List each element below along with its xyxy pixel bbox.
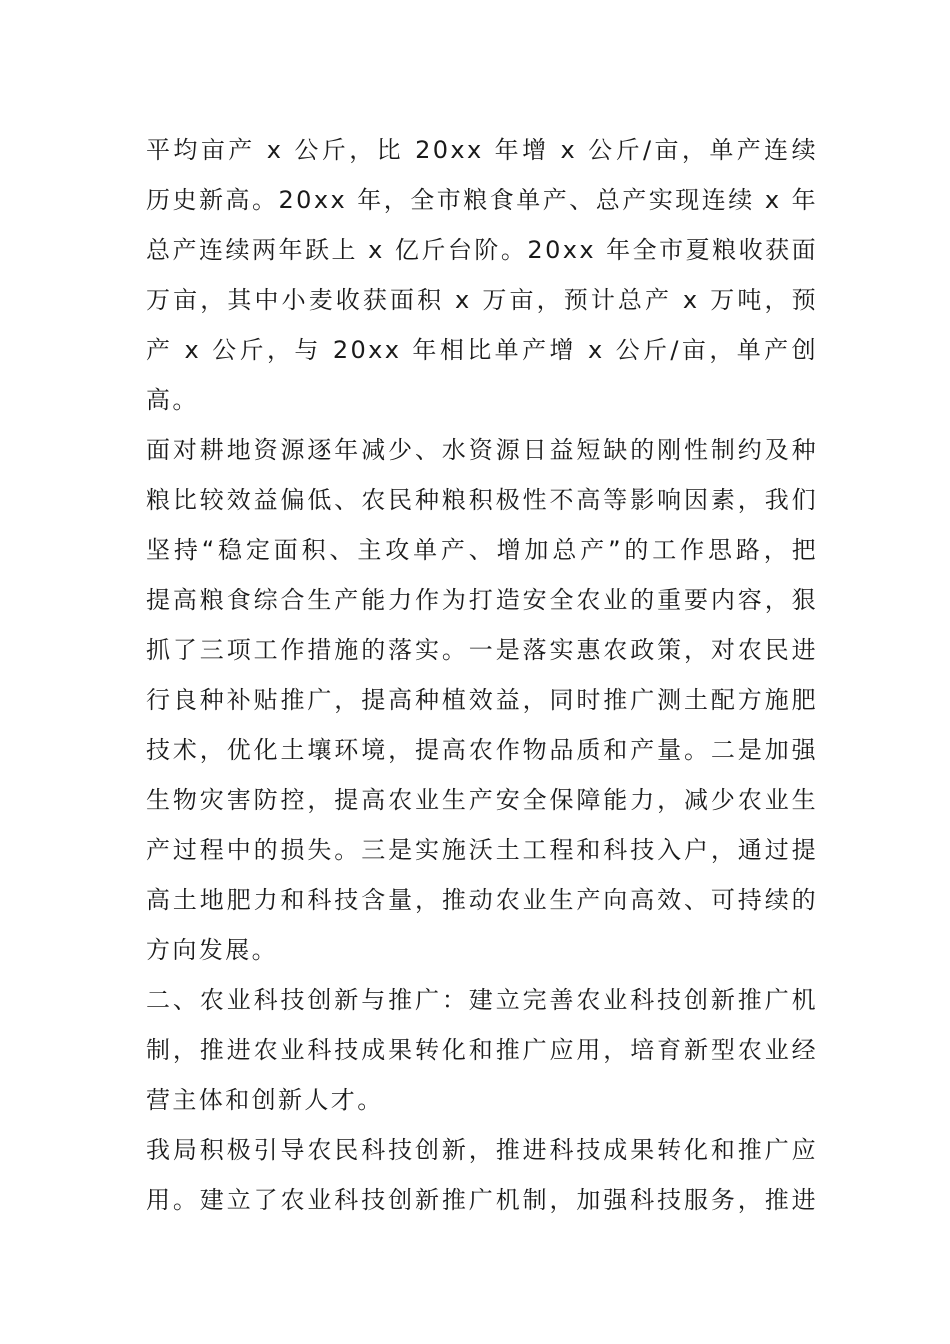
paragraph-tech-promotion xyxy=(146,1125,818,1225)
paragraph-measures xyxy=(146,425,818,975)
text-line: 我局积极引导农民科技创新，推进科技成果转化和推广应 xyxy=(146,1136,818,1164)
text-line: 平均亩产 x 公斤，比 20xx 年增 x 公斤/亩，单产连续 xyxy=(146,136,818,164)
text-line: 生物灾害防控，提高农业生产安全保障能力，减少农业生 xyxy=(146,786,818,814)
text-line: 坚持“稳定面积、主攻单产、增加总产”的工作思路，把 xyxy=(146,536,818,564)
text-line: 粮比较效益偏低、农民种粮积极性不高等影响因素，我们 xyxy=(146,486,818,514)
text-line: 用。建立了农业科技创新推广机制，加强科技服务，推进 xyxy=(146,1186,818,1214)
text-line: 总产连续两年跃上 x 亿斤台阶。20xx 年全市夏粮收获面 xyxy=(146,236,818,264)
text-line: 产过程中的损失。三是实施沃土工程和科技入户，通过提 xyxy=(146,836,818,864)
text-line: 提高粮食综合生产能力作为打造安全农业的重要内容，狠 xyxy=(146,586,818,614)
text-line: 高。 xyxy=(146,386,199,414)
document-body xyxy=(146,125,818,1225)
text-line: 方向发展。 xyxy=(146,936,278,964)
text-line: 营主体和创新人才。 xyxy=(146,1086,384,1114)
section-heading-tech-innovation xyxy=(146,975,818,1125)
text-line: 制，推进农业科技成果转化和推广应用，培育新型农业经 xyxy=(146,1036,818,1064)
text-line: 抓了三项工作措施的落实。一是落实惠农政策，对农民进 xyxy=(146,636,818,664)
text-line: 万亩，其中小麦收获面积 x 万亩，预计总产 x 万吨，预 xyxy=(146,286,818,314)
text-line: 产 x 公斤，与 20xx 年相比单产增 x 公斤/亩，单产创 xyxy=(146,336,818,364)
text-line: 行良种补贴推广，提高种植效益，同时推广测土配方施肥 xyxy=(146,686,818,714)
text-line: 技术，优化土壤环境，提高农作物品质和产量。二是加强 xyxy=(146,736,818,764)
text-line: 二、农业科技创新与推广：建立完善农业科技创新推广机 xyxy=(146,986,818,1014)
paragraph-grain-yield xyxy=(146,125,818,425)
text-line: 高土地肥力和科技含量，推动农业生产向高效、可持续的 xyxy=(146,886,818,914)
text-line: 面对耕地资源逐年减少、水资源日益短缺的刚性制约及种 xyxy=(146,436,818,464)
text-line: 历史新高。20xx 年，全市粮食单产、总产实现连续 x 年 xyxy=(146,186,818,214)
